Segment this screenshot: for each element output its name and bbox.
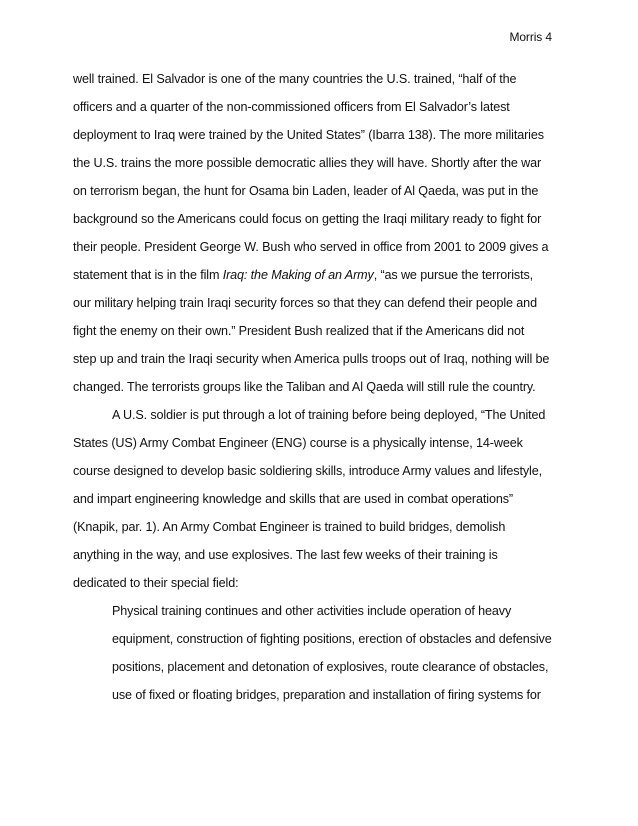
text-line: officers and a quarter of the non-commissioned officers from El Salvador’s latest — [73, 100, 510, 114]
text-line: changed. The terrorists groups like the Taliban and Al Qaeda will still rule the country. — [73, 380, 536, 394]
text-line: anything in the way, and use explosives. The last few weeks of their training is — [73, 548, 498, 562]
text-line: course designed to develop basic soldiering skills, introduce Army values and lifestyle, — [73, 464, 542, 478]
text-segment: , “as we pursue the terrorists, — [373, 268, 534, 282]
text-line: our military helping train Iraqi security forces so that they can defend their people and — [73, 296, 537, 310]
block-quote-line: positions, placement and detonation of explosives, route clearance of obstacles, — [112, 660, 549, 674]
text-line: on terrorism began, the hunt for Osama bin Laden, leader of Al Qaeda, was put in the — [73, 184, 539, 198]
text-line: step up and train the Iraqi security when America pulls troops out of Iraq, nothing will be — [73, 352, 550, 366]
block-quote-line: equipment, construction of fighting positions, erection of obstacles and defensive — [112, 632, 552, 646]
text-line: their people. President George W. Bush who served in office from 2001 to 2009 gives a — [73, 240, 549, 254]
text-segment: statement that is in the film — [73, 268, 223, 282]
text-line: deployment to Iraq were trained by the United States” (Ibarra 138). The more militaries — [73, 128, 544, 142]
text-line: background so the Americans could focus on getting the Iraqi military ready to fight for — [73, 212, 542, 226]
block-quote-line: Physical training continues and other activities include operation of heavy — [112, 604, 512, 618]
running-head: Morris 4 — [509, 30, 552, 44]
block-quote-line: use of fixed or floating bridges, preparation and installation of firing systems for — [112, 688, 541, 702]
text-line: the U.S. trains the more possible democratic allies they will have. Shortly after the war — [73, 156, 542, 170]
text-line: States (US) Army Combat Engineer (ENG) course is a physically intense, 14-week — [73, 436, 523, 450]
text-line: dedicated to their special field: — [73, 576, 239, 590]
text-line: well trained. El Salvador is one of the many countries the U.S. trained, “half of the — [73, 72, 517, 86]
film-title: Iraq: the Making of an Army — [222, 268, 374, 282]
text-line: and impart engineering knowledge and skills that are used in combat operations” — [73, 492, 513, 506]
text-line — [73, 267, 533, 283]
text-line: (Knapik, par. 1). An Army Combat Engineer is trained to build bridges, demolish — [73, 520, 506, 534]
text-line: A U.S. soldier is put through a lot of training before being deployed, “The United — [112, 408, 546, 422]
text-line: fight the enemy on their own.” President Bush realized that if the Americans did not — [73, 324, 525, 338]
